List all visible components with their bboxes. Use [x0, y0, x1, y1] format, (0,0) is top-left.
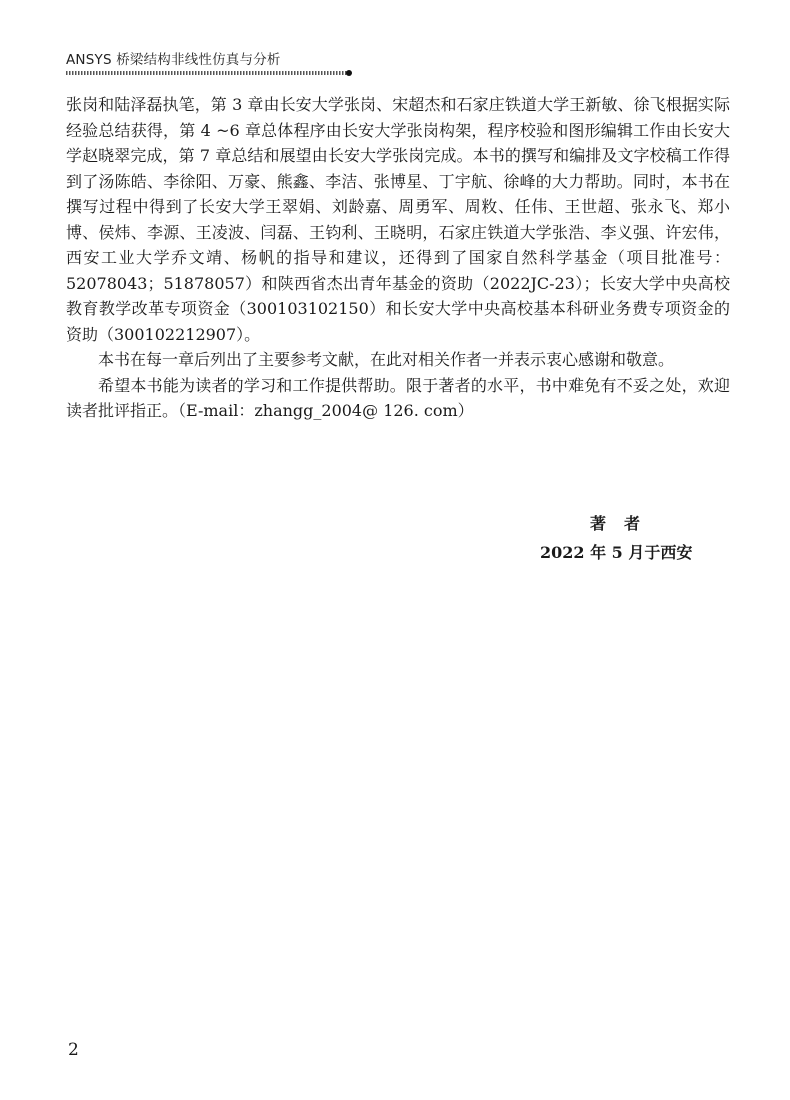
- body-text: [66, 92, 730, 424]
- paragraph-references: 本书在每一章后列出了主要参考文献，在此对相关作者一并表示衷心感谢和敬意。: [98, 350, 675, 369]
- signature-date: 2022 年 5 月于西安: [540, 543, 693, 562]
- book-title-header: ANSYS 桥梁结构非线性仿真与分析: [66, 52, 281, 68]
- header-rule: [66, 71, 348, 75]
- paragraph-closing: 希望本书能为读者的学习和工作提供帮助。限于著者的水平，书中难免有不妥之处，欢迎读者批评指正。（E-mail：zhangg_2004@ 126. com）: [66, 375, 730, 420]
- running-header: [66, 48, 356, 75]
- page-number: 2: [68, 1040, 79, 1060]
- paragraph-acknowledgements: 张岗和陆泽磊执笔，第 3 章由长安大学张岗、宋超杰和石家庄铁道大学王新敏、徐飞根据实际经验总结获得，第 4 ~6 章总体程序由长安大学张岗构架，程序校验和图形编辑工作由长安大学赵晓翠完成，第 7 章总结和展望由长安大学张岗完成。本书的撰写和编排及文字校稿工作得到了汤陈皓、李徐阳、万豪、熊鑫、李洁、张博星、丁宇航、徐峰的大力帮助。同时，本书在撰写过程中得到了长安大学王翠娟、刘龄嘉、周勇军、周敉、任伟、王世超、张永飞、郑小博、侯炜、李源、王凌波、闫磊、王钧利、王晓明，石家庄铁道大学张浩、李义强、许宏伟，西安工业大学乔文靖、杨帆的指导和建议，还得到了国家自然科学基金（项目批准号：52078043；51878057）和陕西省杰出青年基金的资助（2022JC-23）；长安大学中央高校教育教学改革专项资金（300103102150）和长安大学中央高校基本科研业务费专项资金的资助（300102212907）。: [66, 95, 730, 344]
- signature-author: 著者: [590, 514, 659, 533]
- header-rule-dot-icon: [346, 70, 352, 76]
